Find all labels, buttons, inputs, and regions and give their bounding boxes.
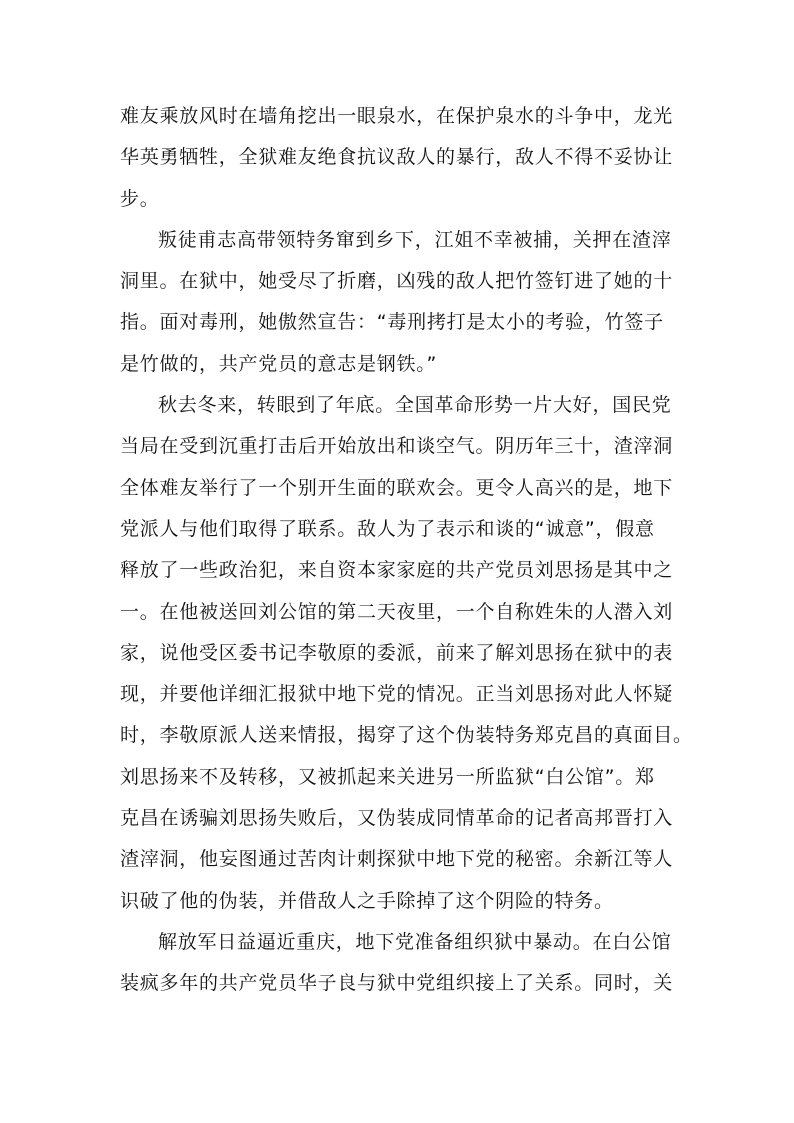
body-text bbox=[120, 96, 693, 1005]
text-line: 家，说他受区委书记李敬原的委派，前来了解刘思扬在狱中的表 bbox=[120, 641, 674, 664]
text-line: 是竹做的，共产党员的意志是钢铁。” bbox=[120, 352, 438, 375]
text-line: 一。在他被送回刘公馆的第二天夜里，一个自称姓朱的人潜入刘 bbox=[120, 600, 674, 623]
text-line: 克昌在诱骗刘思扬失败后，又伪装成同情革命的记者高邦晋打入 bbox=[120, 807, 674, 830]
text-line: 难友乘放风时在墙角挖出一眼泉水，在保护泉水的斗争中，龙光 bbox=[120, 105, 674, 127]
text-line: 指。面对毒刑，她傲然宣告：“毒刑拷打是太小的考验，竹签子 bbox=[120, 311, 664, 334]
text-line: 识破了他的伪装，并借敌人之手除掉了这个阴险的特务。 bbox=[120, 889, 614, 912]
text-line: 党派人与他们取得了联系。敌人为了表示和谈的“诚意”，假意 bbox=[120, 517, 655, 540]
paragraph-start-line: 解放军日益逼近重庆，地下党准备组织狱中暴动。在白公馆 bbox=[158, 930, 672, 953]
text-line: 当局在受到沉重打击后开始放出和谈空气。阴历年三十，渣滓洞 bbox=[120, 435, 674, 458]
text-line: 装疯多年的共产党员华子良与狱中党组织接上了关系。同时，关 bbox=[120, 972, 674, 995]
text-line: 现，并要他详细汇报狱中地下党的情况。正当刘思扬对此人怀疑 bbox=[120, 683, 674, 706]
paragraph-start-line: 叛徒甫志高带领特务窜到乡下，江姐不幸被捕，关押在渣滓 bbox=[158, 228, 672, 251]
text-line: 步。 bbox=[120, 187, 160, 210]
text-line: 时，李敬原派人送来情报，揭穿了这个伪装特务郑克昌的真面目。 bbox=[120, 724, 693, 747]
paragraph-start-line: 秋去冬来，转眼到了年底。全国革命形势一片大好，国民党 bbox=[158, 394, 672, 417]
text-line: 全体难友举行了一个别开生面的联欢会。更令人高兴的是，地下 bbox=[120, 476, 674, 499]
text-line: 刘思扬来不及转移，又被抓起来关进另一所监狱“白公馆”。郑 bbox=[120, 765, 655, 788]
text-line: 洞里。在狱中，她受尽了折磨，凶残的敌人把竹签钉进了她的十 bbox=[120, 270, 674, 293]
text-line: 渣滓洞，他妄图通过苦肉计刺探狱中地下党的秘密。余新江等人 bbox=[120, 848, 674, 871]
text-line: 华英勇牺牲，全狱难友绝食抗议敌人的暴行，敌人不得不妥协让 bbox=[120, 146, 674, 169]
text-line: 释放了一些政治犯，来自资本家家庭的共产党员刘思扬是其中之 bbox=[120, 559, 674, 582]
